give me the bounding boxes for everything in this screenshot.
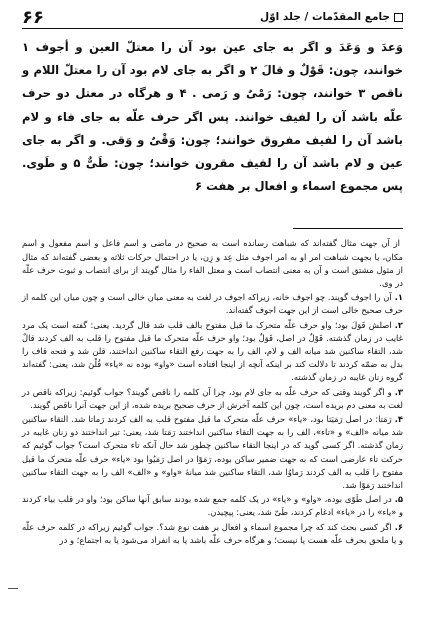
- footnote: [22, 237, 403, 290]
- footnote-number: ۵.: [394, 494, 403, 505]
- footnote: [22, 386, 403, 412]
- footnote-text: از آن جهت مثال گفته‌اند که شباهت رسانده است به صحیح در ماضی و اسم فاعل و اسم مفعول و اسم مکان، یا بجهت شباهت امر او به امر اجوف مثل عِد و زِن، یا در احتمال حرکات ثلاثه و بعضی گفته‌اند که مثال از مثول مشتق است و آن به معنی انتصاب است و معتل الفاء را مثال گویند از برای انتصاب و ثبوت حرف علّه در وی.: [22, 238, 403, 289]
- footnote-text: اگر کسی بحث کند که چرا مجموع اسماء و افعال بر هفت نوع شد؟. جواب گوئیم زیراکه در کلمه حرف علّه و یا ملحق بحرف علّه هست یا نیست؛ و هرگاه حرف علّه باشد یا به انفراد می‌شود یا به اجتماع؛ و در: [22, 521, 403, 545]
- header-title-group: [260, 11, 403, 23]
- margin-line-mark: [8, 588, 18, 589]
- footnote-text: رَمَتا: در اصل رَمَیَتا بود، «یاء» حرف علّه متحرک ما قبل مفتوح قلب به الف کردند رَماتا شد. التقاء ساکنین شد میانه «الف» و «تاء»، الف را به جهت التقاء ساکنین انداختند رَمَتا شد، یعنی: تیر انداختند دو زنان غایبه در زمان گذشته. اگر کسی گوید که در اینجا التقاء ساکنین چطور شد حال آنکه تاء متحرک است؟ جواب گوئیم که حرکت تاء عارضی است که به جهت ضمیر ساکن بوده، رَمَوْا در اصل رَمَیُوا بود «یاء» حرف علّه متحرک ما قبل مفتوح را قلب به الف کردند رَماوُا شد، التقاء ساکنین شد میانهٔ «واو» و «الف» الف را به جهت التقاء ساکنین انداختند رَمَوْا شد.: [22, 414, 403, 491]
- footnote: [22, 521, 403, 547]
- square-icon: [394, 13, 403, 22]
- footnote: [22, 493, 403, 519]
- footnote: [22, 413, 403, 492]
- page-header: [22, 6, 403, 29]
- footnote-text: در اصل طَوْی بوده، «واو» و «یاء» در یک کلمه جمع شده بودند سابق آنها ساکن بود؛ واو در قلب بیاء کردند و «یاء» را در «یاء» ادغام کردند، طَیّ شد، یعنی: پیچیدن.: [22, 494, 403, 518]
- footnote-number: ۲.: [394, 319, 403, 330]
- page-number: ۶۶: [22, 6, 44, 28]
- footnote-number: ۱.: [394, 292, 403, 303]
- main-text: [22, 36, 403, 198]
- footnote-text: و اگر گویند وقتی که حرف علّه به جای لام بود، چرا آن کلمه را ناقص گویند؟ جواب گوئیم: زیراکه ناقص در لغت به معنی دم بریده است، چون این کلمه آخرش از حرف صحیح بریده شده، از این جهت آنرا ناقص گویند.: [22, 386, 403, 410]
- footnote-number: ۶.: [394, 521, 403, 532]
- footnote: [22, 319, 403, 385]
- footnote-text: اصلش قَوَلَ بود؛ واو حرف علّه متحرک ما قبل مفتوح بالف قلب شد قال گردید. یعنی: گفته است یک مرد غایب در زمان گذشته. قَوْلٌ در اصل، قَوَلٌ بود؛ واو حرف علّه متحرک ما قبل مفتوح را قلب به الف کردند قالٌ شد، التقاء ساکنین شد میانه الف و لام، الف را به جهت رفع التقاء ساکنین انداختند، قلن شد و فتحه قاف را بدل به ضمّه کردند تا دلالت کند بر اینکه آنچه از اینجا افتاده است «واو» بوده نه «یاء» قُلْنَ شد، یعنی: گفته‌اند گروه زنان غایبه در زمان گذشته.: [22, 319, 403, 383]
- footnote-number: ۴.: [394, 414, 403, 425]
- footnote-text: آن را اجوف گویند. چو اجوف خانه، زیراکه اجوف در لغت به معنی میان خالی است و چون میان این کلمه از حرف صحیح خالی است از این جهت اجوف گفته‌اند.: [22, 292, 403, 316]
- footnotes: [22, 237, 403, 547]
- main-paragraph: وَعدَ و وَعَدَ و اگر به جای عین بود آن را معتلّ العین و أجوف ۱ خوانند، چون: قَوْلٌ و قالَ ۲ و اگر به جای لام بود آن را معتلّ اللام و ناقص ۳ خوانند، چون: رَمْیٌ و رَمی . ۴ و هرگاه در معتل دو حرف علّه باشد آن را لفیف خوانند. پس اگر حرف علّه به جای فاء و لام باشد آن را لفیف مفروق خوانند؛ چون: وَقْیٌ و وَقی. و اگر به جای عین و لام باشد آن را لفیف مقرون خوانند؛ چون: طَیٌّ ۵ و طَوی. پس مجموع اسماء و افعال بر هفت ۶: [22, 40, 403, 194]
- footnote: [22, 291, 403, 317]
- footnote-number: ۳.: [394, 386, 403, 397]
- footnote-separator: [293, 228, 403, 229]
- running-title: جامع المقدّمات / جلد اوّل: [260, 11, 390, 23]
